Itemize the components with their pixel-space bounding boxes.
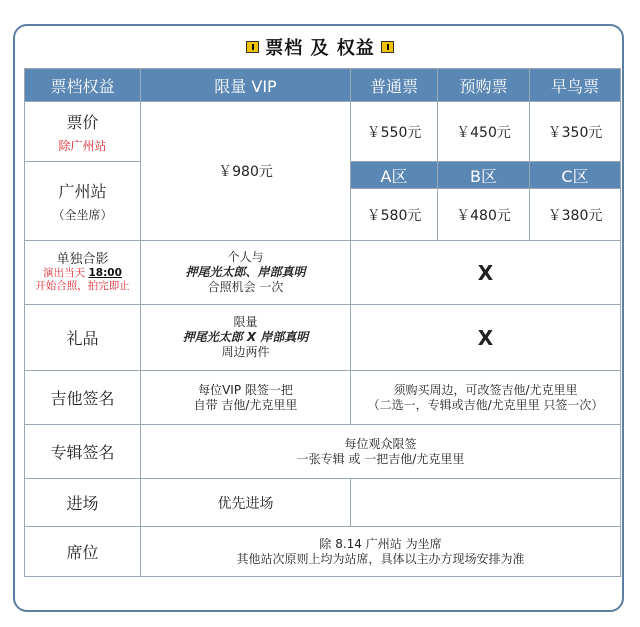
guitar-sign-other-line2: （二选一，专辑或吉他/尤克里里 只签一次） xyxy=(367,397,604,412)
ticket-badge-icon xyxy=(381,41,394,53)
seat-label: 席位 xyxy=(25,527,141,577)
gift-label: 礼品 xyxy=(25,305,141,371)
photo-unavailable: X xyxy=(351,241,621,305)
vip-price: ￥980元 xyxy=(141,102,351,241)
header-tier: 票档权益 xyxy=(25,69,141,102)
guitar-sign-vip-line1: 每位VIP 限签一把 xyxy=(198,382,293,397)
header-vip: 限量 VIP xyxy=(141,69,351,102)
row-label-price xyxy=(25,102,141,162)
guitar-sign-other xyxy=(351,371,621,425)
guitar-sign-vip-line2: 自带 吉他/尤克里里 xyxy=(193,397,298,412)
header-presale: 预购票 xyxy=(438,69,530,102)
photo-label: 单独合影 xyxy=(56,252,109,267)
row-label-photo xyxy=(25,241,141,305)
entry-label: 进场 xyxy=(25,479,141,527)
guitar-sign-vip xyxy=(141,371,351,425)
title-bar xyxy=(0,34,640,60)
entry-other xyxy=(351,479,621,527)
zone-a-header: A区 xyxy=(351,162,438,189)
zone-b-header: B区 xyxy=(438,162,530,189)
guitar-sign-label: 吉他签名 xyxy=(25,371,141,425)
seat-rule xyxy=(141,527,621,577)
price-note: 除广州站 xyxy=(58,138,107,153)
ticket-table xyxy=(24,68,621,577)
seat-line2: 其他站次原则上均为站席，具体以主办方现场安排为准 xyxy=(236,551,525,566)
album-sign-line1: 每位观众限签 xyxy=(344,436,417,451)
gift-vip-line2: 押尾光太郎 X 岸部真明 xyxy=(182,330,309,344)
seat-line1: 除 8.14 广州站 为坐席 xyxy=(319,536,442,551)
album-sign-line2: 一张专辑 或 一把吉他/尤克里里 xyxy=(296,451,465,466)
photo-note-post: 开始合照，拍完即止 xyxy=(35,280,130,292)
header-earlybird: 早鸟票 xyxy=(530,69,621,102)
gift-unavailable: X xyxy=(351,305,621,371)
guangzhou-note: （全坐席） xyxy=(52,208,113,222)
gift-vip xyxy=(141,305,351,371)
zone-c-price: ￥380元 xyxy=(530,189,621,241)
album-sign-label: 专辑签名 xyxy=(25,425,141,479)
photo-note-time: 18:00 xyxy=(88,267,122,279)
photo-vip xyxy=(141,241,351,305)
regular-price: ￥550元 xyxy=(351,102,438,162)
zone-b-price: ￥480元 xyxy=(438,189,530,241)
gift-vip-line1: 限量 xyxy=(233,315,258,329)
page-title: 票档 及 权益 xyxy=(265,38,375,59)
guangzhou-label: 广州站 xyxy=(58,182,107,201)
zone-c-header: C区 xyxy=(530,162,621,189)
gift-vip-line3: 周边两件 xyxy=(221,345,270,359)
photo-vip-line2: 押尾光太郎、岸部真明 xyxy=(185,265,306,279)
photo-vip-line3: 合照机会 一次 xyxy=(207,280,284,294)
ticket-badge-icon xyxy=(246,41,259,53)
album-sign-rule xyxy=(141,425,621,479)
zone-a-price: ￥580元 xyxy=(351,189,438,241)
guitar-sign-other-line1: 须购买周边，可改签吉他/尤克里里 xyxy=(393,382,578,397)
photo-vip-line1: 个人与 xyxy=(227,250,264,264)
header-regular: 普通票 xyxy=(351,69,438,102)
row-label-guangzhou xyxy=(25,162,141,241)
entry-vip: 优先进场 xyxy=(141,479,351,527)
earlybird-price: ￥350元 xyxy=(530,102,621,162)
photo-note-pre: 演出当天 xyxy=(43,267,86,279)
price-label: 票价 xyxy=(66,112,99,132)
presale-price: ￥450元 xyxy=(438,102,530,162)
